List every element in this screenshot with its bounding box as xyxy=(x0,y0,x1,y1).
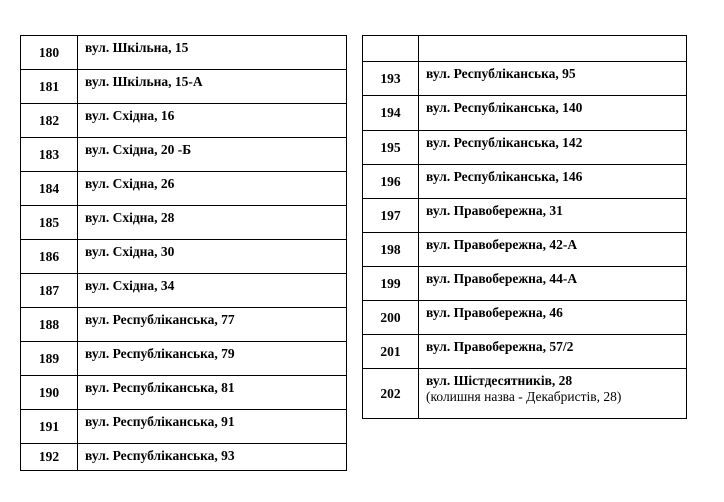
row-number: 188 xyxy=(21,308,78,342)
address-cell: вул. Східна, 16 xyxy=(78,104,347,138)
left-address-table xyxy=(20,35,347,471)
address-cell: вул. Республіканська, 146 xyxy=(419,165,687,199)
row-number: 190 xyxy=(21,376,78,410)
address-cell: вул. Шкільна, 15 xyxy=(78,36,347,70)
address-cell: вул. Правобережна, 42-А xyxy=(419,233,687,267)
address-cell: вул. Республіканська, 142 xyxy=(419,131,687,165)
table-row xyxy=(363,131,687,165)
address-cell: вул. Правобережна, 31 xyxy=(419,199,687,233)
row-number: 184 xyxy=(21,172,78,206)
address-cell: вул. Республіканська, 93 xyxy=(78,444,347,471)
table-row xyxy=(21,206,347,240)
address-cell: вул. Східна, 28 xyxy=(78,206,347,240)
table-row xyxy=(363,267,687,301)
right-address-table xyxy=(362,35,687,419)
row-number: 191 xyxy=(21,410,78,444)
row-number: 181 xyxy=(21,70,78,104)
address-cell: вул. Східна, 20 -Б xyxy=(78,138,347,172)
table-row xyxy=(21,138,347,172)
table-row xyxy=(363,62,687,96)
address-cell xyxy=(419,36,687,62)
table-row xyxy=(363,301,687,335)
street-name: вул. Шістдесятників, 28 xyxy=(426,373,573,388)
row-number: 186 xyxy=(21,240,78,274)
address-cell: вул. Республіканська, 95 xyxy=(419,62,687,96)
table-row xyxy=(363,96,687,131)
table-row xyxy=(363,233,687,267)
table-row xyxy=(363,36,687,62)
row-number: 180 xyxy=(21,36,78,70)
table-row xyxy=(363,335,687,369)
address-cell xyxy=(419,369,687,419)
row-number: 198 xyxy=(363,233,419,267)
row-number: 200 xyxy=(363,301,419,335)
table-row xyxy=(21,36,347,70)
table-row xyxy=(363,199,687,233)
table-row xyxy=(363,165,687,199)
row-number: 182 xyxy=(21,104,78,138)
address-cell: вул. Республіканська, 140 xyxy=(419,96,687,131)
address-cell: вул. Республіканська, 81 xyxy=(78,376,347,410)
address-cell: вул. Республіканська, 77 xyxy=(78,308,347,342)
table-row xyxy=(363,369,687,419)
table-row xyxy=(21,172,347,206)
address-cell: вул. Східна, 34 xyxy=(78,274,347,308)
table-row xyxy=(21,104,347,138)
row-number: 185 xyxy=(21,206,78,240)
table-row xyxy=(21,70,347,104)
row-number: 189 xyxy=(21,342,78,376)
address-cell: вул. Республіканська, 91 xyxy=(78,410,347,444)
table-row xyxy=(21,240,347,274)
row-number: 196 xyxy=(363,165,419,199)
address-cell: вул. Правобережна, 57/2 xyxy=(419,335,687,369)
row-number: 201 xyxy=(363,335,419,369)
address-cell: вул. Правобережна, 44-А xyxy=(419,267,687,301)
table-row xyxy=(21,342,347,376)
former-name-note: (колишня назва - Декабристів, 28) xyxy=(426,389,622,404)
address-cell: вул. Східна, 26 xyxy=(78,172,347,206)
row-number: 199 xyxy=(363,267,419,301)
table-row xyxy=(21,376,347,410)
table-row xyxy=(21,274,347,308)
row-number: 197 xyxy=(363,199,419,233)
row-number: 202 xyxy=(363,369,419,419)
row-number: 192 xyxy=(21,444,78,471)
address-cell: вул. Шкільна, 15-А xyxy=(78,70,347,104)
address-cell: вул. Східна, 30 xyxy=(78,240,347,274)
table-row xyxy=(21,308,347,342)
table-row xyxy=(21,444,347,471)
table-row xyxy=(21,410,347,444)
row-number: 187 xyxy=(21,274,78,308)
row-number: 183 xyxy=(21,138,78,172)
row-number: 195 xyxy=(363,131,419,165)
row-number: 194 xyxy=(363,96,419,131)
address-cell: вул. Республіканська, 79 xyxy=(78,342,347,376)
row-number: 193 xyxy=(363,62,419,96)
row-number xyxy=(363,36,419,62)
address-cell: вул. Правобережна, 46 xyxy=(419,301,687,335)
